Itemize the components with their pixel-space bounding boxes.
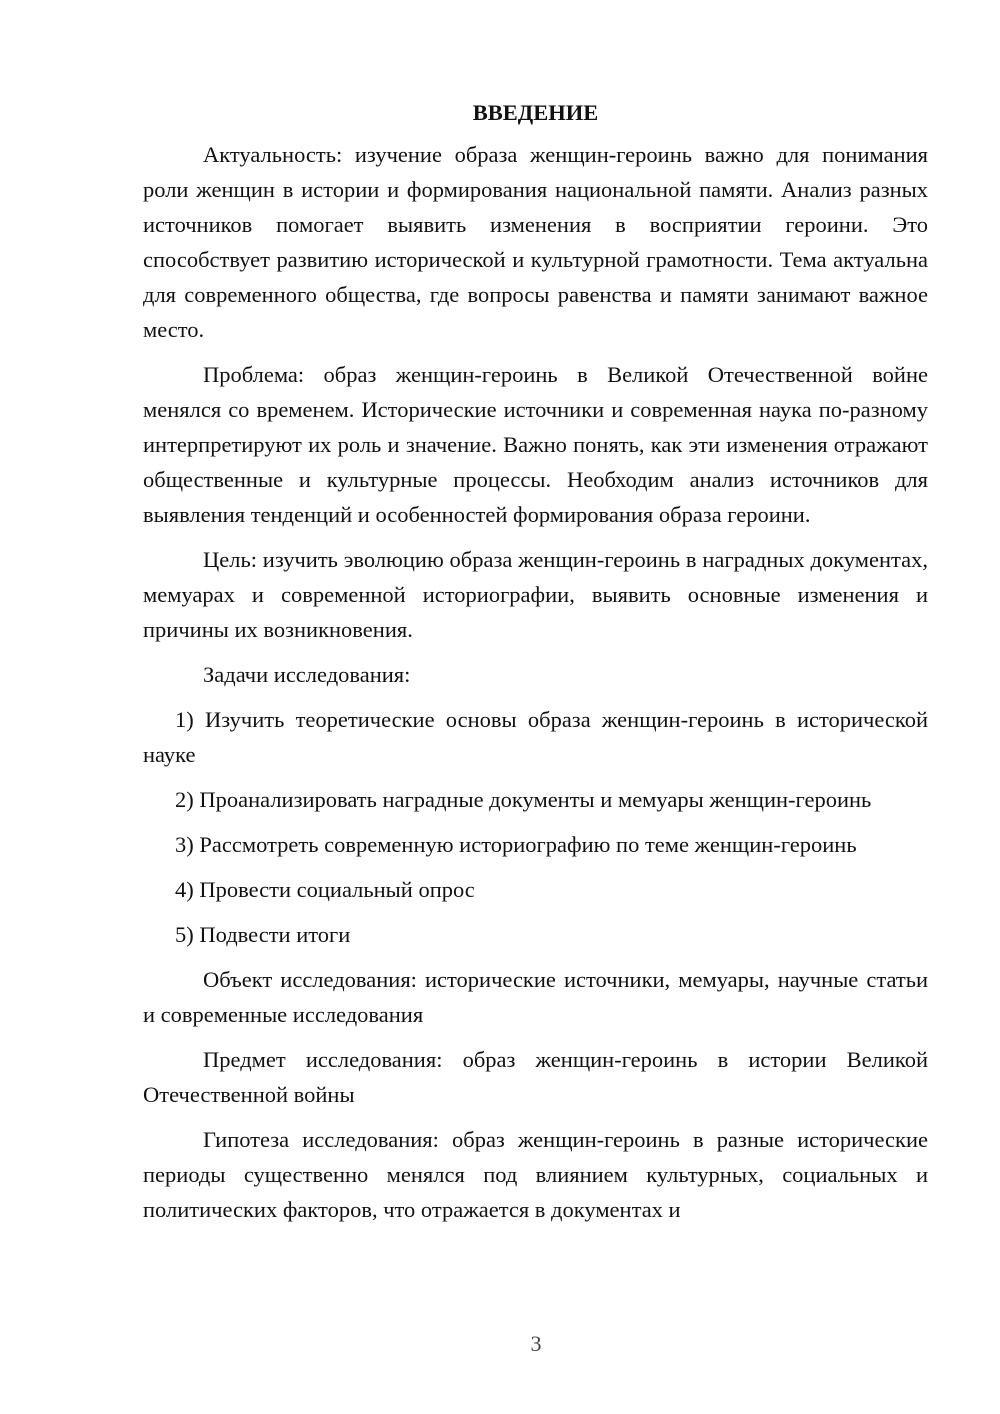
page-body [143, 95, 928, 1227]
relevance-paragraph: Актуальность: изучение образа женщин-героинь важно для понимания роли женщин в истории и формирования национальной памяти. Анализ разных источников помогает выявить изменения в восприятии героини. Это способствует развитию исторической и культурной грамотности. Тема актуальна для современного общества, где вопросы равенства и памяти занимают важное место. [143, 142, 928, 342]
object-paragraph: Объект исследования: исторические источники, мемуары, научные статьи и современные исследования [143, 967, 928, 1027]
tasks-heading: Задачи исследования: [203, 662, 411, 687]
problem-paragraph: Проблема: образ женщин-героинь в Великой Отечественной войне менялся со временем. Исторические источники и современная наука по-разному интерпретируют их роль и значение. Важно понять, как эти изменения отражают общественные и культурные процессы. Необходим анализ источников для выявления тенденций и особенностей формирования образа героини. [143, 362, 928, 527]
hypothesis-paragraph: Гипотеза исследования: образ женщин-героинь в разные исторические периоды существенно менялся под влиянием культурных, социальных и политических факторов, что отражается в документах и [143, 1127, 928, 1222]
section-title: ВВЕДЕНИЕ [472, 100, 599, 125]
task-item-4: 4) Провести социальный опрос [175, 877, 475, 902]
task-item-2: 2) Проанализировать наградные документы и мемуары женщин-героинь [175, 787, 872, 812]
goal-paragraph: Цель: изучить эволюцию образа женщин-героинь в наградных документах, мемуарах и современной историографии, выявить основные изменения и причины их возникновения. [143, 547, 928, 642]
task-item-1: 1) Изучить теоретические основы образа женщин-героинь в исторической науке [143, 707, 928, 767]
subject-paragraph: Предмет исследования: образ женщин-героинь в истории Великой Отечественной войны [143, 1047, 928, 1107]
page-number: 3 [530, 1331, 542, 1356]
task-item-3: 3) Рассмотреть современную историографию по теме женщин-героинь [175, 832, 857, 857]
task-item-5: 5) Подвести итоги [175, 922, 351, 947]
